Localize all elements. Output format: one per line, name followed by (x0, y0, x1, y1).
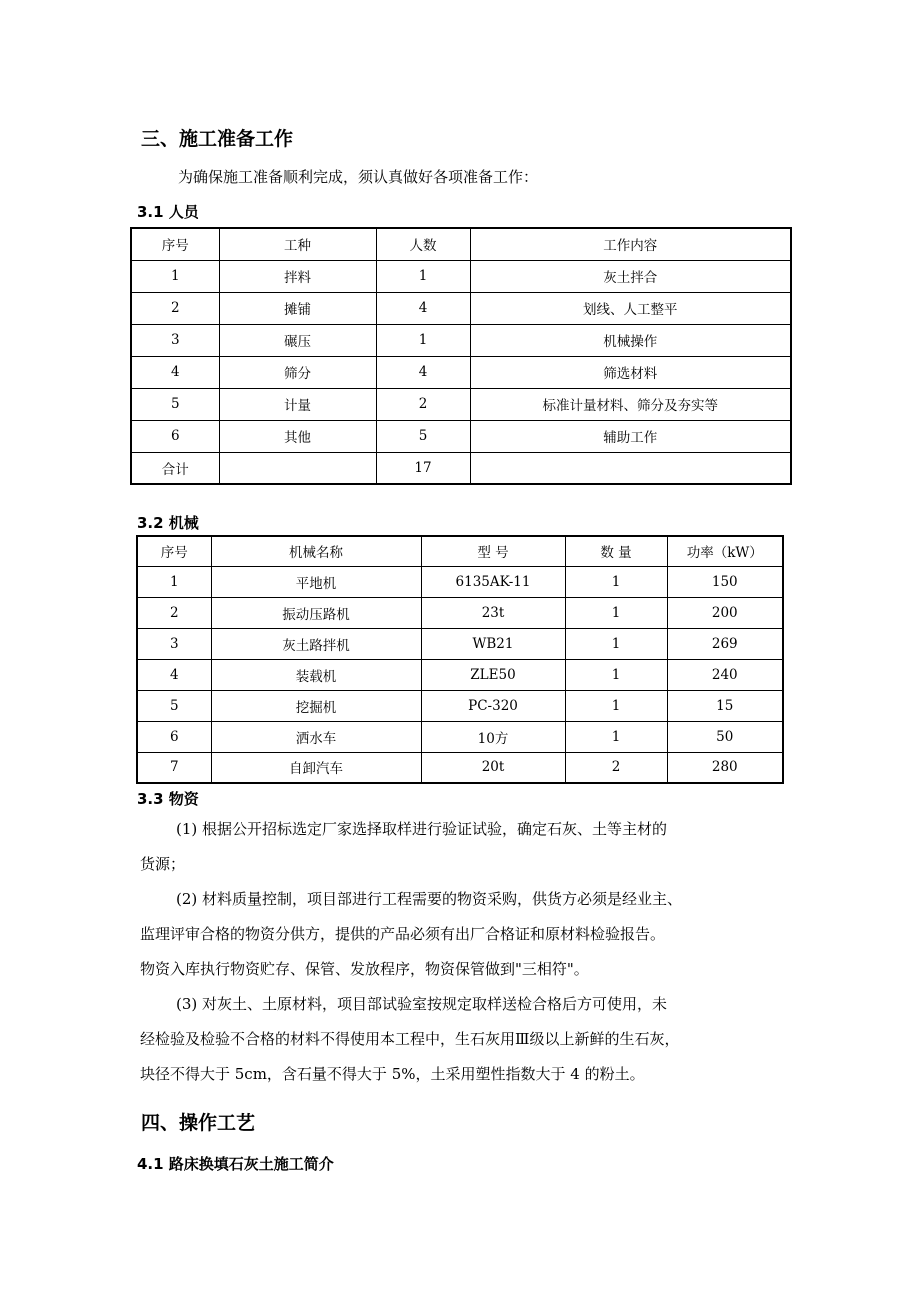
table-cell: 6135AK-11 (421, 566, 565, 597)
table-cell: 1 (137, 566, 211, 597)
header-cell: 功率（kW） (667, 536, 783, 566)
table-cell: 1 (565, 659, 667, 690)
table-cell (470, 452, 791, 484)
table-cell: PC-320 (421, 690, 565, 721)
table-cell (219, 452, 376, 484)
table-cell: 5 (131, 388, 219, 420)
table-cell: 1 (376, 260, 470, 292)
table-row (137, 566, 783, 597)
table-cell: 1 (565, 690, 667, 721)
table-cell: 4 (376, 356, 470, 388)
table-cell: 筛选材料 (470, 356, 791, 388)
table-cell: 17 (376, 452, 470, 484)
table-cell: 振动压路机 (211, 597, 421, 628)
table-cell: 自卸汽车 (211, 752, 421, 783)
table-cell: 辅助工作 (470, 420, 791, 452)
table-cell: ZLE50 (421, 659, 565, 690)
header-cell: 工作内容 (470, 228, 791, 260)
table-header-row (131, 228, 791, 260)
table-cell: 5 (137, 690, 211, 721)
table-cell: 6 (137, 721, 211, 752)
table-cell: 20t (421, 752, 565, 783)
table-cell: 5 (376, 420, 470, 452)
table-cell: 3 (131, 324, 219, 356)
materials-paragraph-1-line: 货源； (140, 855, 186, 873)
table-cell: 1 (565, 597, 667, 628)
header-cell: 机械名称 (211, 536, 421, 566)
table-cell: 计量 (219, 388, 376, 420)
table-cell: 合计 (131, 452, 219, 484)
table-cell: 摊铺 (219, 292, 376, 324)
table-cell: 150 (667, 566, 783, 597)
materials-paragraph-3-line: 经检验及检验不合格的材料不得使用本工程中，生石灰用Ⅲ级以上新鲜的生石灰， (140, 1030, 680, 1048)
table-cell: 1 (565, 628, 667, 659)
table-cell: 2 (376, 388, 470, 420)
machinery-table (136, 535, 784, 784)
table-header-row (137, 536, 783, 566)
table-cell: 10方 (421, 721, 565, 752)
table-row (131, 356, 791, 388)
table-row (131, 420, 791, 452)
materials-paragraph-3-line: (3) 对灰土、土原材料，项目部试验室按规定取样送检合格后方可使用，未 (176, 995, 668, 1013)
personnel-table (130, 227, 792, 485)
table-row (137, 752, 783, 783)
table-cell: 1 (565, 721, 667, 752)
subsection-heading-4-1: 4.1 路床换填石灰土施工简介 (137, 1155, 334, 1173)
table-cell: 其他 (219, 420, 376, 452)
table-cell: 2 (137, 597, 211, 628)
table-cell: 机械操作 (470, 324, 791, 356)
table-cell: 2 (565, 752, 667, 783)
table-row (131, 388, 791, 420)
machinery-heading: 3.2 机械 (137, 514, 199, 532)
table-row (137, 721, 783, 752)
section-heading-3: 三、施工准备工作 (141, 128, 294, 150)
table-cell: 灰土路拌机 (211, 628, 421, 659)
table-cell: 6 (131, 420, 219, 452)
table-cell: 15 (667, 690, 783, 721)
table-cell: 1 (131, 260, 219, 292)
header-cell: 人数 (376, 228, 470, 260)
table-cell: WB21 (421, 628, 565, 659)
table-cell: 4 (376, 292, 470, 324)
table-row (131, 292, 791, 324)
materials-paragraph-3-line: 块径不得大于 5cm，含石量不得大于 5%，土采用塑性指数大于 4 的粉土。 (140, 1065, 645, 1083)
table-cell: 灰土拌合 (470, 260, 791, 292)
personnel-heading: 3.1 人员 (137, 203, 199, 221)
header-cell: 工种 (219, 228, 376, 260)
table-cell: 7 (137, 752, 211, 783)
table-cell: 1 (565, 566, 667, 597)
table-row (131, 260, 791, 292)
table-row (137, 597, 783, 628)
table-cell: 269 (667, 628, 783, 659)
table-cell: 50 (667, 721, 783, 752)
section-heading-4: 四、操作工艺 (141, 1112, 256, 1134)
table-cell: 1 (376, 324, 470, 356)
table-cell: 200 (667, 597, 783, 628)
table-cell: 装载机 (211, 659, 421, 690)
table-cell: 碾压 (219, 324, 376, 356)
table-row (137, 659, 783, 690)
materials-paragraph-2-line: 监理评审合格的物资分供方，提供的产品必须有出厂合格证和原材料检验报告。 (140, 925, 666, 943)
materials-paragraph-2-line: (2) 材料质量控制，项目部进行工程需要的物资采购，供货方必须是经业主、 (176, 890, 683, 908)
table-cell: 4 (131, 356, 219, 388)
table-cell: 280 (667, 752, 783, 783)
table-cell: 划线、人工整平 (470, 292, 791, 324)
table-total-row (131, 452, 791, 484)
table-row (131, 324, 791, 356)
table-row (137, 628, 783, 659)
table-cell: 筛分 (219, 356, 376, 388)
table-cell: 挖掘机 (211, 690, 421, 721)
table-cell: 23t (421, 597, 565, 628)
table-cell: 240 (667, 659, 783, 690)
section-intro: 为确保施工准备顺利完成，须认真做好各项准备工作： (178, 168, 539, 186)
table-cell: 平地机 (211, 566, 421, 597)
materials-heading: 3.3 物资 (137, 790, 199, 808)
header-cell: 序号 (131, 228, 219, 260)
table-row (137, 690, 783, 721)
table-cell: 3 (137, 628, 211, 659)
table-cell: 洒水车 (211, 721, 421, 752)
table-cell: 2 (131, 292, 219, 324)
table-cell: 拌料 (219, 260, 376, 292)
table-cell: 4 (137, 659, 211, 690)
materials-paragraph-1-line: (1) 根据公开招标选定厂家选择取样进行验证试验，确定石灰、土等主材的 (176, 820, 668, 838)
materials-paragraph-2-line: 物资入库执行物资贮存、保管、发放程序，物资保管做到"三相符"。 (140, 960, 589, 978)
header-cell: 序号 (137, 536, 211, 566)
header-cell: 数 量 (565, 536, 667, 566)
table-cell: 标准计量材料、筛分及夯实等 (470, 388, 791, 420)
header-cell: 型 号 (421, 536, 565, 566)
